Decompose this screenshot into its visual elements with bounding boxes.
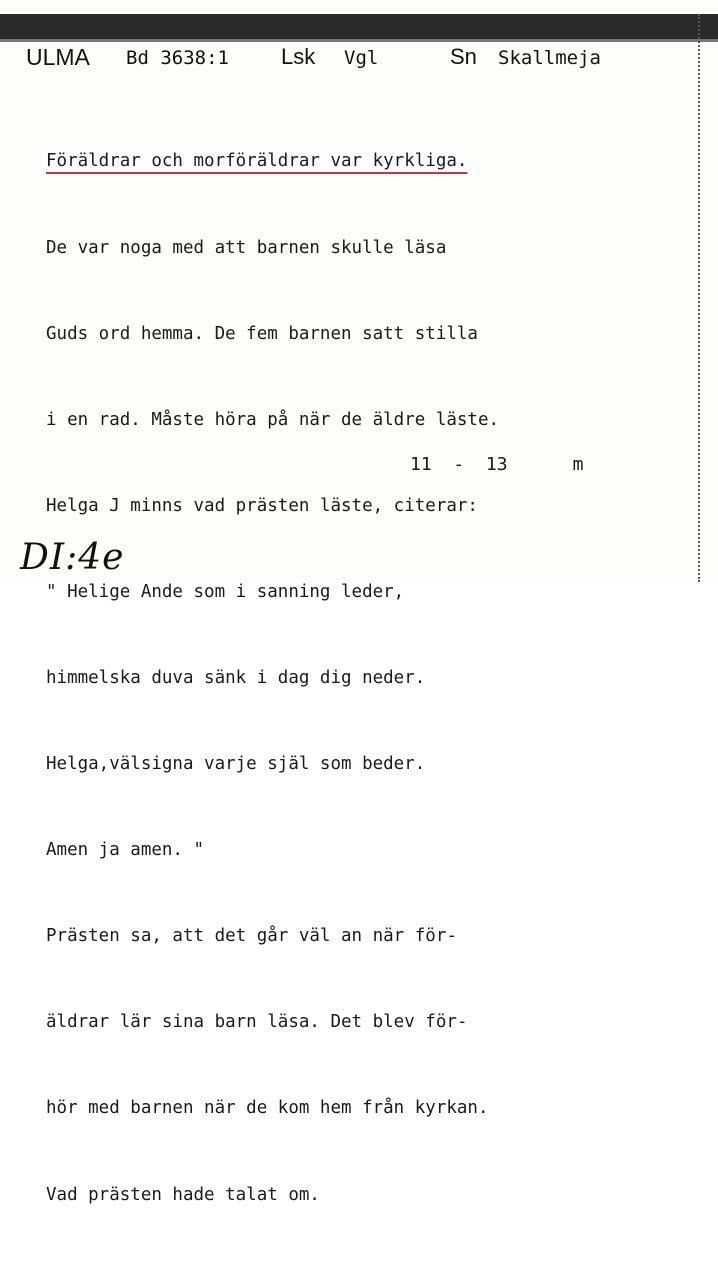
text-line: " Helige Ande som i sanning leder,: [46, 581, 405, 602]
card-body-text: [46, 90, 666, 1267]
landskap-label: Lsk: [281, 44, 316, 69]
landskap-value: Vgl: [344, 47, 379, 69]
text-line: Vad prästen hade talat om.: [46, 1184, 320, 1205]
text-line: Helga J minns vad prästen läste, citerar:: [46, 495, 478, 516]
informant-age-gender: [410, 454, 610, 475]
card-top-band: [0, 14, 718, 40]
socken-value: Skallmeja: [498, 47, 601, 69]
text-line: Prästen sa, att det går väl an när för-: [46, 926, 457, 947]
text-line: Amen ja amen. ": [46, 840, 205, 861]
text-line: Guds ord hemma. De fem barnen satt stilla: [46, 323, 478, 344]
card-right-edge: [697, 14, 700, 582]
handwritten-code: DI:4e: [20, 537, 125, 578]
text-line: himmelska duva sänk i dag dig neder.: [46, 667, 426, 688]
card-header: [26, 44, 666, 76]
informant-gender: m: [572, 454, 584, 475]
archive-name: ULMA: [26, 44, 90, 70]
archive-reference: Bd 3638:1: [126, 47, 229, 69]
socken-label: Sn: [450, 44, 477, 69]
text-line: hör med barnen när de kom hem från kyrkan.: [46, 1098, 489, 1119]
text-line: i en rad. Måste höra på när de äldre läste.: [46, 409, 500, 430]
informant-age: 11 - 13: [410, 454, 508, 475]
text-line: Helga,välsigna varje själ som beder.: [46, 754, 426, 775]
text-line: De var noga med att barnen skulle läsa: [46, 237, 447, 258]
text-line: äldrar lär sina barn läsa. Det blev för-: [46, 1012, 468, 1033]
text-line: Föräldrar och morföräldrar var kyrkliga.: [46, 151, 468, 172]
